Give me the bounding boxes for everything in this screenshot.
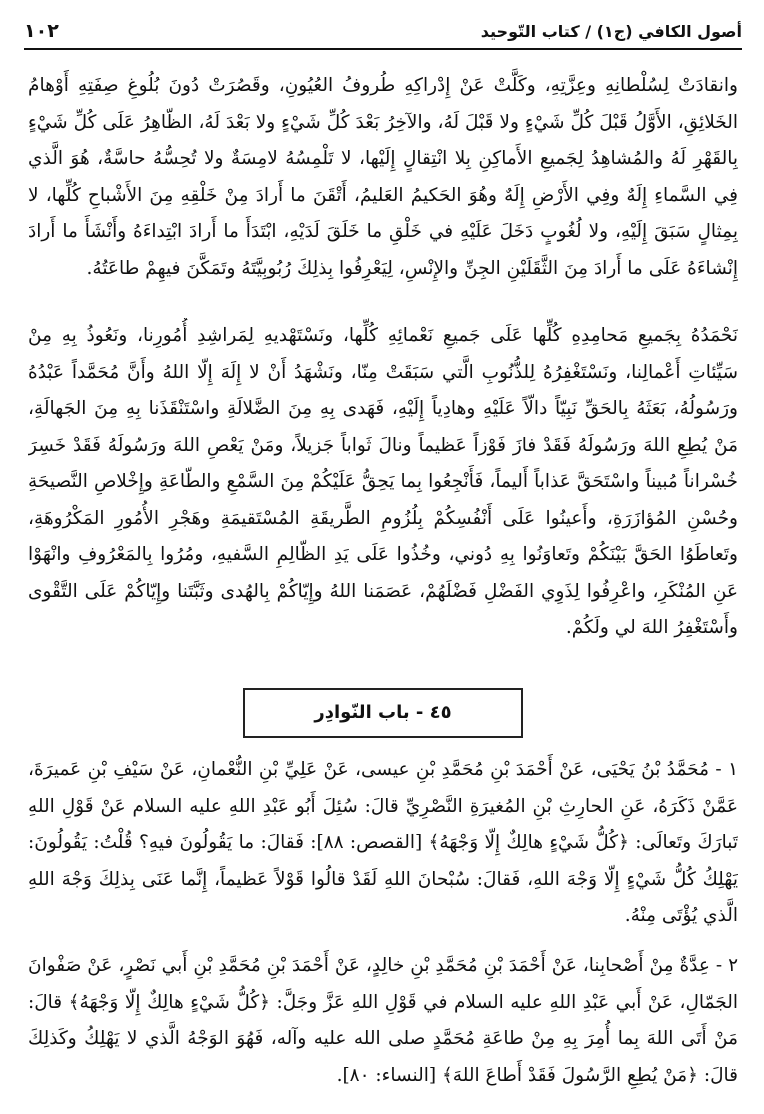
chapter-heading-box (243, 688, 523, 738)
chapter-heading: ٤٥ - باب النّوادِر (314, 702, 452, 723)
page-header (24, 14, 742, 48)
body-paragraph: نَحْمَدُهُ بِجَميعِ مَحامِدِهِ كُلِّها عَلَى جَميعِ نَعْمائِهِ كُلِّها، ونَسْتَهْديهِ لِمَراشِدِ أُمُورِنا، ونَعُوذُ بِهِ مِنْ سَيِّئاتِ أَعْمالِنا، ونَسْتَغْفِرُهُ لِلذُّنُوبِ الَّتي سَبَقَتْ مِنّا، ونَشْهَدُ أَنْ لا إِلَهَ إِلّا اللهُ وأَنَّ مُحَمَّداً عَبْدُهُ ورَسُولُهُ، بَعَثَهُ بِالحَقِّ نَبِيّاً دالّاً عَلَيْهِ وهادِياً إِلَيْهِ، فَهَدى بِهِ مِنَ الضَّلالَةِ واسْتَنْقَذَنا بِهِ مِنَ الجَهالَةِ، مَنْ يُطِعِ اللهَ ورَسُولَهُ فَقَدْ فازَ فَوْزاً عَظيماً ونالَ ثَواباً جَزيلاً، ومَنْ يَعْصِ اللهَ ورَسُولَهُ فَقَدْ خَسِرَ خُسْراناً مُبيناً واسْتَحَقَّ عَذاباً أَليماً، فَأَنْجِعُوا بِما يَحِقُّ عَلَيْكُمْ مِنَ السَّمْعِ والطّاعَةِ وإِخْلاصِ النَّصيحَةِ وحُسْنِ المُؤازَرَةِ، وأَعينُوا عَلَى أَنْفُسِكُمْ بِلُزُومِ الطَّريقَةِ المُسْتَقيمَةِ وهَجْرِ الأُمُورِ المَكْرُوهَةِ، وتَعاطَوُا الحَقَّ بَيْنَكُمْ وتَعاوَنُوا بِهِ دُوني، وخُذُوا عَلَى يَدِ الظّالِمِ السَّفيهِ، ومُرُوا بِالمَعْرُوفِ وانْهَوْا عَنِ المُنْكَرِ، واعْرِفُوا لِذَوِي الفَضْلِ فَضْلَهُمْ، عَصَمَنا اللهُ وإِيّاكُمْ بِالهُدى وثَبَّتَنا وإِيّاكُمْ عَلَى التَّقْوى وأَسْتَغْفِرُ اللهَ لي ولَكُمْ. (28, 325, 738, 638)
page-body (28, 68, 738, 1094)
page-number: ١٠٢ (24, 20, 59, 42)
body-paragraph: وانقادَتْ لِسُلْطانِهِ وعِزَّتِهِ، وكَلَّتْ عَنْ إِدْراكِهِ طُروفُ العُيُونِ، وقَصُرَتْ دُونَ بُلُوغِ صِفَتِهِ أَوْهامُ الخَلائِقِ، الأَوَّلُ قَبْلَ كُلِّ شَيْءٍ ولا قَبْلَ لَهُ، والآخِرُ بَعْدَ كُلِّ شَيْءٍ ولا بَعْدَ لَهُ، الظّاهِرُ عَلَى كُلِّ شَيْءٍ بِالقَهْرِ لَهُ والمُشاهِدُ لِجَميعِ الأَماكِنِ بِلا انْتِقالٍ إِلَيْها، لا تَلْمِسُهُ لامِسَةٌ ولا تُحِسُّهُ حاسَّةٌ، هُوَ الَّذي فِي السَّماءِ إِلَهٌ وفِي الأَرْضِ إِلَهٌ وهُوَ الحَكيمُ العَليمُ، أَتْقَنَ ما أَرادَ مِنْ خَلْقِهِ مِنَ الأَشْباحِ كُلِّها، لا بِمِثالٍ سَبَقَ إِلَيْهِ، ولا لُغُوبٍ دَخَلَ عَلَيْهِ في خَلْقِ ما خَلَقَ لَدَيْهِ، ابْتَدَأَ ما أَرادَ ابْتِداءَهُ وأَنْشَأَ ما أَرادَ إِنْشاءَهُ عَلَى ما أَرادَ مِنَ الثَّقَلَيْنِ الجِنِّ والإِنْسِ، لِيَعْرِفُوا بِذلِكَ رُبُوبِيَّتَهُ وتَمَكَّنَ فيهِمْ طاعَتُهُ. (28, 75, 738, 279)
hadith-paragraph: ١ - مُحَمَّدُ بْنُ يَحْيَى، عَنْ أَحْمَدَ بْنِ مُحَمَّدِ بْنِ عيسى، عَنْ عَلِيِّ بْنِ النُّعْمانِ، عَنْ سَيْفِ بْنِ عَميرَةَ، عَمَّنْ ذَكَرَهُ، عَنِ الحارِثِ بْنِ المُغيرَةِ النَّصْرِيِّ قالَ: سُئِلَ أَبُو عَبْدِ اللهِ عليه السلام عَنْ قَوْلِ اللهِ تَبارَكَ وتَعالَى: ﴿كُلُّ شَيْءٍ هالِكٌ إِلّا وَجْهَهُ﴾ [القصص: ٨٨]: فَقالَ: ما يَقُولُونَ فيهِ؟ قُلْتُ: يَقُولُونَ: يَهْلِكُ كُلُّ شَيْءٍ إِلّا وَجْهَ اللهِ، فَقالَ: سُبْحانَ اللهِ لَقَدْ قالُوا قَوْلاً عَظيماً، إِنَّما عَنَى بِذلِكَ وَجْهَ اللهِ الَّذي يُؤْتَى مِنْهُ. (28, 759, 738, 926)
hadith-paragraph: ٢ - عِدَّةٌ مِنْ أَصْحابِنا، عَنْ أَحْمَدَ بْنِ مُحَمَّدِ بْنِ خالِدٍ، عَنْ أَحْمَدَ بْنِ مُحَمَّدِ بْنِ أَبي نَصْرٍ، عَنْ صَفْوانَ الجَمّالِ، عَنْ أَبي عَبْدِ اللهِ عليه السلام في قَوْلِ اللهِ عَزَّ وجَلَّ: ﴿كُلُّ شَيْءٍ هالِكٌ إِلّا وَجْهَهُ﴾ قالَ: مَنْ أَتَى اللهَ بِما أُمِرَ بِهِ مِنْ طاعَةِ مُحَمَّدٍ صلى الله عليه وآله، فَهُوَ الوَجْهُ الَّذي لا يَهْلِكُ وكَذلِكَ قالَ: ﴿مَنْ يُطِعِ الرَّسُولَ فَقَدْ أَطاعَ اللهَ﴾ [النساء: ٨٠]. (28, 955, 738, 1086)
running-title: أصول الكافي (ج١) / كتاب التّوحيد (480, 21, 742, 41)
header-divider (24, 48, 742, 50)
